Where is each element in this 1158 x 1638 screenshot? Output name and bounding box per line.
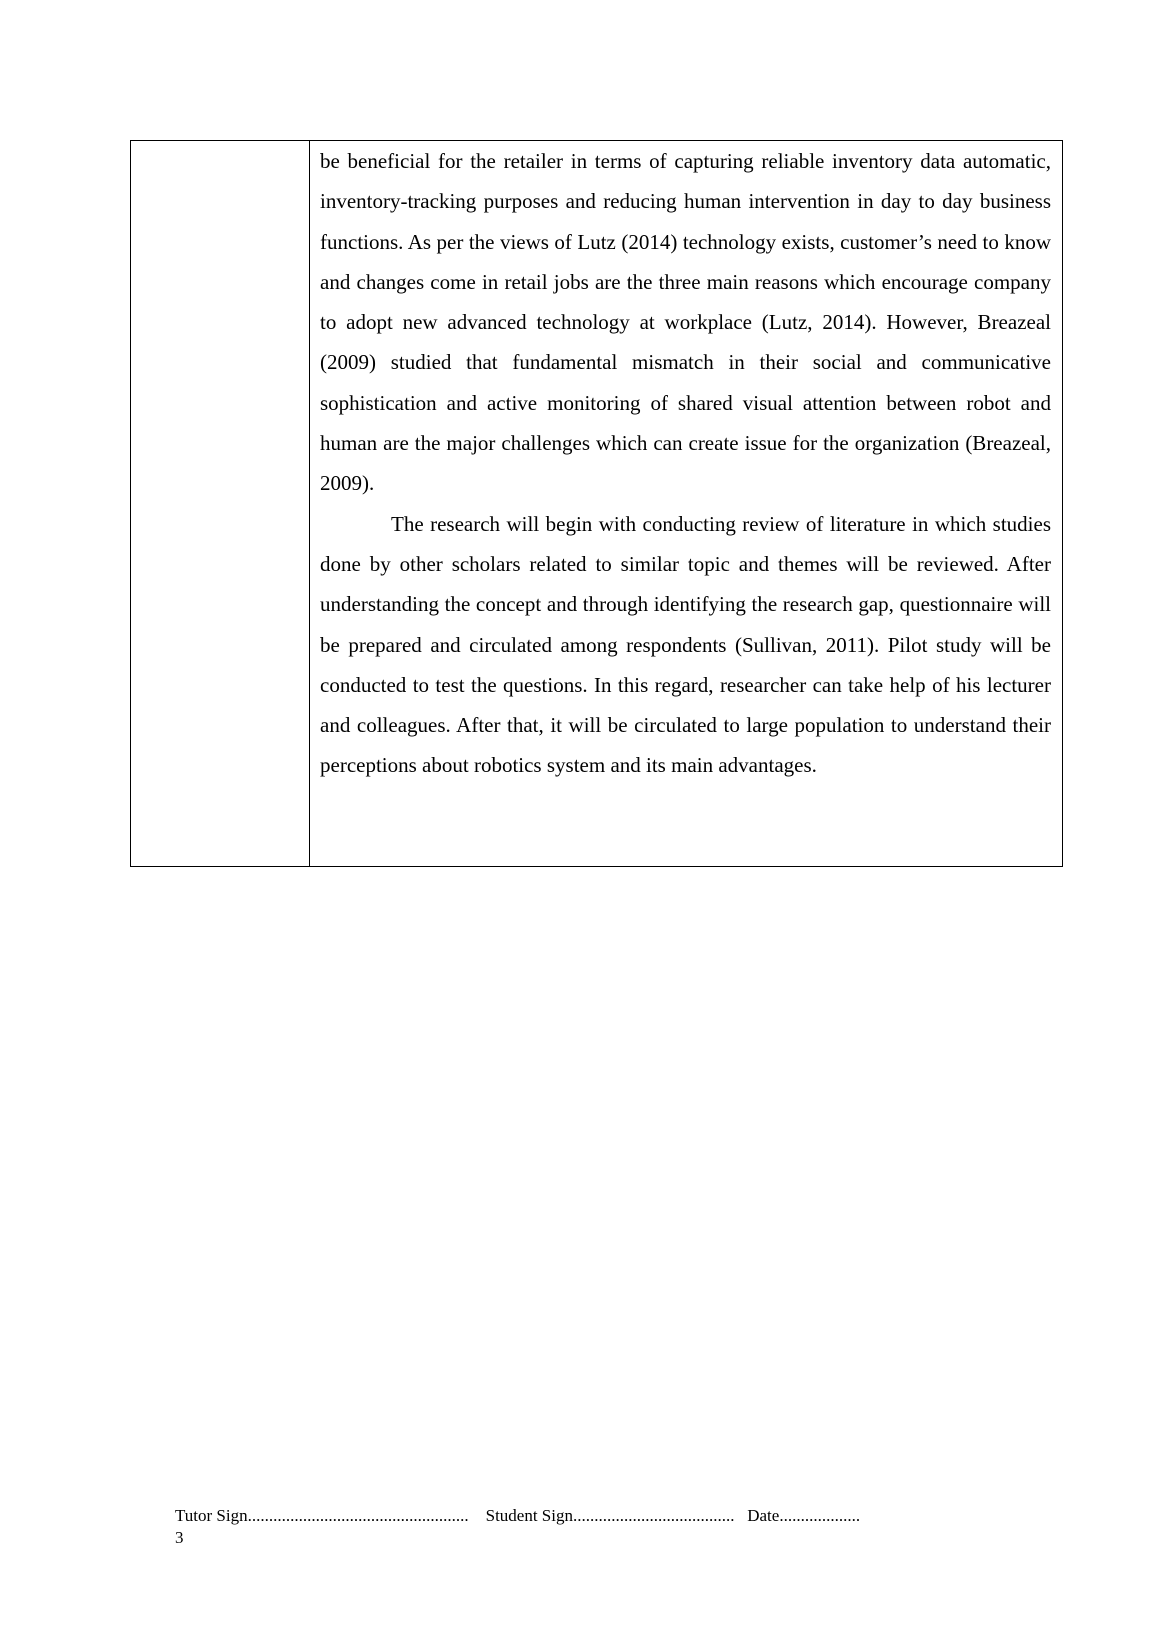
table-left-cell (131, 141, 310, 866)
content-table (130, 140, 1063, 867)
table-right-cell (310, 141, 1062, 866)
tutor-sign-label: Tutor Sign.................................................... (175, 1506, 469, 1525)
signature-line (175, 1505, 860, 1527)
body-paragraph-1: be beneficial for the retailer in terms of capturing reliable inventory data automatic, inventory-tracking purposes and reducing human intervention in day to day business functions. As per the views of Lutz (2014) technology exists, customer’s need to know and changes come in retail jobs are the three main reasons which encourage company to adopt new advanced technology at workplace (Lutz, 2014). However, Breazeal (2009) studied that fundamental mismatch in their social and communicative sophistication and active monitoring of shared visual attention between robot and human are the major challenges which can create issue for the organization (Breazeal, 2009). (320, 149, 1051, 496)
date-label: Date................... (747, 1506, 861, 1525)
student-sign-label: Student Sign...................................... (485, 1506, 735, 1525)
body-paragraph-2: The research will begin with conducting review of literature in which studies done by other scholars related to similar topic and themes will be reviewed. After understanding the concept and through identifying the research gap, questionnaire will be prepared and circulated among respondents (Sullivan, 2011). Pilot study will be conducted to test the questions. In this regard, researcher can take help of his lecturer and colleagues. After that, it will be circulated to large population to understand their perceptions about robotics system and its main advantages. (320, 511, 1051, 778)
page-number: 3 (175, 1528, 184, 1547)
